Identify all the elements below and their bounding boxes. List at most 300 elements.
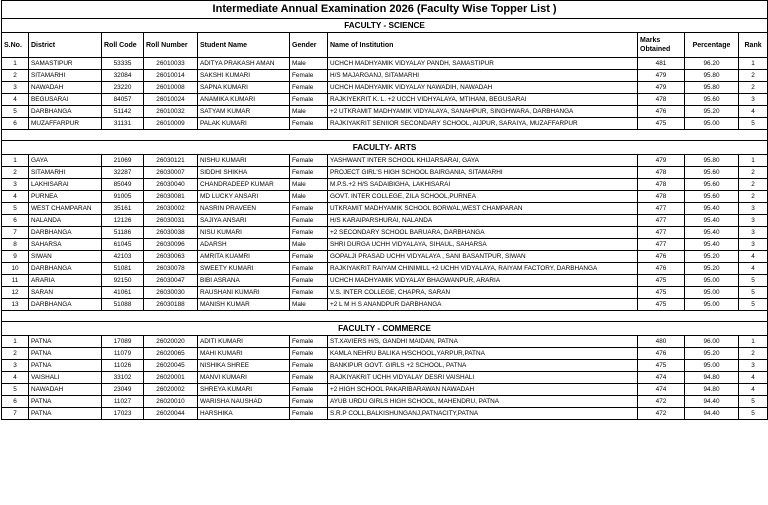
student-name: ADITYA PRAKASH AMAN	[198, 58, 290, 70]
gender: Female	[290, 227, 328, 239]
marks: 476	[638, 348, 685, 360]
institution-name: H/S MAJARGANJ, SITAMARHI	[328, 70, 638, 82]
institution-name: AYUB URDU GIRLS HIGH SCHOOL, MAHENDRU, PATNA	[328, 396, 638, 408]
roll-code: 41061	[102, 287, 144, 299]
roll-code: 61045	[102, 239, 144, 251]
rank: 1	[739, 58, 768, 70]
student-name: SHREYA KUMARI	[198, 384, 290, 396]
institution-name: M.P.S.+2 H/S SADAIBIGHA, LAKHISARAI	[328, 179, 638, 191]
section-spacer	[2, 130, 768, 141]
institution-name: UTKRAMIT MADHYAMIK SCHOOL BORWAL,WEST CHAMPARAN	[328, 203, 638, 215]
gender: Female	[290, 167, 328, 179]
marks: 475	[638, 118, 685, 130]
rank: 3	[739, 227, 768, 239]
spacer-cell	[29, 130, 102, 141]
student-name: SWEETY KUMARI	[198, 263, 290, 275]
percentage: 95.20	[685, 251, 739, 263]
district: VAISHALI	[29, 372, 102, 384]
spacer-cell	[198, 130, 290, 141]
marks: 477	[638, 239, 685, 251]
roll-number: 26030030	[144, 287, 198, 299]
student-name: MANVI KUMARI	[198, 372, 290, 384]
gender: Female	[290, 287, 328, 299]
roll-code: 33102	[102, 372, 144, 384]
roll-number: 26030078	[144, 263, 198, 275]
serial-number: 1	[2, 336, 29, 348]
student-name: NISHU KUMARI	[198, 155, 290, 167]
table-row	[2, 239, 768, 251]
roll-number: 26010008	[144, 82, 198, 94]
table-row	[2, 215, 768, 227]
student-name: MANISH KUMAR	[198, 299, 290, 311]
marks: 476	[638, 106, 685, 118]
institution-name: UCHCH MADHYAMIK VIDYALAY BHAGWANPUR, ARARIA	[328, 275, 638, 287]
marks: 478	[638, 167, 685, 179]
marks: 478	[638, 179, 685, 191]
rank: 4	[739, 263, 768, 275]
table-row	[2, 336, 768, 348]
student-name: MAHI KUMARI	[198, 348, 290, 360]
gender: Female	[290, 275, 328, 287]
rank: 3	[739, 215, 768, 227]
percentage: 94.40	[685, 408, 739, 420]
serial-number: 3	[2, 360, 29, 372]
roll-code: 21069	[102, 155, 144, 167]
column-header-row	[2, 33, 768, 58]
gender: Female	[290, 396, 328, 408]
faculty-heading: FACULTY - COMMERCE	[2, 322, 768, 336]
institution-name: +2 UTKRAMIT MADHYAMIK VIDYALAYA, SANAHPUR, SINGHWARA, DARBHANGA	[328, 106, 638, 118]
student-name: NASRIN PRAVEEN	[198, 203, 290, 215]
serial-number: 5	[2, 384, 29, 396]
roll-code: 51088	[102, 299, 144, 311]
district: SITAMARHI	[29, 70, 102, 82]
district: SIWAN	[29, 251, 102, 263]
spacer-cell	[2, 311, 29, 322]
table-row	[2, 408, 768, 420]
serial-number: 12	[2, 287, 29, 299]
roll-code: 53335	[102, 58, 144, 70]
gender: Female	[290, 360, 328, 372]
district: SITAMARHI	[29, 167, 102, 179]
student-name: RAUSHANI KUMARI	[198, 287, 290, 299]
district: PATNA	[29, 408, 102, 420]
roll-number: 26030121	[144, 155, 198, 167]
gender: Male	[290, 191, 328, 203]
document-title: Intermediate Annual Examination 2026 (Faculty Wise Topper List )	[2, 1, 768, 19]
percentage: 94.40	[685, 396, 739, 408]
gender: Female	[290, 82, 328, 94]
roll-code: 51081	[102, 263, 144, 275]
serial-number: 11	[2, 275, 29, 287]
roll-number: 26030063	[144, 251, 198, 263]
marks: 475	[638, 360, 685, 372]
gender: Male	[290, 58, 328, 70]
district: GAYA	[29, 155, 102, 167]
institution-name: +2 SECONDARY SCHOOL BARUARA, DARBHANGA	[328, 227, 638, 239]
gender: Female	[290, 215, 328, 227]
marks: 478	[638, 191, 685, 203]
faculty-row	[2, 141, 768, 155]
table-row	[2, 155, 768, 167]
serial-number: 4	[2, 372, 29, 384]
gender: Female	[290, 408, 328, 420]
percentage: 94.80	[685, 372, 739, 384]
roll-code: 42103	[102, 251, 144, 263]
marks: 474	[638, 384, 685, 396]
district: PATNA	[29, 348, 102, 360]
table-row	[2, 106, 768, 118]
gender: Female	[290, 203, 328, 215]
student-name: CHANDRADEEP KUMAR	[198, 179, 290, 191]
institution-name: +2 L M H S ANANDPUR DARBHANGA	[328, 299, 638, 311]
student-name: SAKSHI KUMARI	[198, 70, 290, 82]
percentage: 95.40	[685, 203, 739, 215]
roll-number: 26010009	[144, 118, 198, 130]
spacer-cell	[102, 130, 144, 141]
faculty-heading: FACULTY- ARTS	[2, 141, 768, 155]
serial-number: 6	[2, 396, 29, 408]
rank: 2	[739, 70, 768, 82]
institution-name: +2 HIGH SCHOOL PAKARIBARAWAN NAWADAH	[328, 384, 638, 396]
gender: Male	[290, 179, 328, 191]
gender: Male	[290, 299, 328, 311]
percentage: 95.80	[685, 70, 739, 82]
column-header-district: District	[29, 33, 102, 58]
spacer-cell	[144, 130, 198, 141]
roll-number: 26020045	[144, 360, 198, 372]
table-row	[2, 179, 768, 191]
column-header-marks: Marks Obtained	[638, 33, 685, 58]
gender: Female	[290, 384, 328, 396]
student-name: SATYAM KUMAR	[198, 106, 290, 118]
district: BEGUSARAI	[29, 94, 102, 106]
roll-code: 11079	[102, 348, 144, 360]
faculty-heading: FACULTY - SCIENCE	[2, 19, 768, 33]
roll-number: 26020020	[144, 336, 198, 348]
table-row	[2, 360, 768, 372]
gender: Female	[290, 336, 328, 348]
district: NAWADAH	[29, 82, 102, 94]
roll-code: 51186	[102, 227, 144, 239]
institution-name: V.S. INTER COLLEGE, CHAPRA, SARAN	[328, 287, 638, 299]
marks: 472	[638, 396, 685, 408]
rank: 1	[739, 336, 768, 348]
serial-number: 8	[2, 239, 29, 251]
marks: 472	[638, 408, 685, 420]
student-name: MD LUCKY ANSARI	[198, 191, 290, 203]
gender: Female	[290, 251, 328, 263]
gender: Female	[290, 94, 328, 106]
institution-name: RAJKIYAKRIT SENIIOR SECONDARY SCHOOL, AIJPUR, SARAIYA, MUZAFFARPUR	[328, 118, 638, 130]
student-name: SAPNA KUMARI	[198, 82, 290, 94]
roll-code: 85049	[102, 179, 144, 191]
roll-code: 51142	[102, 106, 144, 118]
spacer-cell	[290, 130, 328, 141]
student-name: BIBI ASRANA	[198, 275, 290, 287]
serial-number: 4	[2, 191, 29, 203]
district: DARBHANGA	[29, 106, 102, 118]
column-header-gender: Gender	[290, 33, 328, 58]
gender: Female	[290, 155, 328, 167]
district: SARAN	[29, 287, 102, 299]
institution-name: UCHCH MADHYAMIK VIDYALAY NAWADIH, NAWADAH	[328, 82, 638, 94]
spacer-cell	[328, 311, 638, 322]
institution-name: S.R.P COLL,BALKISHUNGANJ,PATNACITY,PATNA	[328, 408, 638, 420]
district: PATNA	[29, 360, 102, 372]
student-name: ANAMIKA KUMARI	[198, 94, 290, 106]
rank: 4	[739, 384, 768, 396]
percentage: 95.40	[685, 239, 739, 251]
table-row	[2, 348, 768, 360]
rank: 5	[739, 287, 768, 299]
rank: 5	[739, 275, 768, 287]
spacer-cell	[198, 311, 290, 322]
topper-table	[1, 0, 768, 420]
roll-number: 26020044	[144, 408, 198, 420]
roll-code: 11027	[102, 396, 144, 408]
serial-number: 7	[2, 408, 29, 420]
rank: 2	[739, 348, 768, 360]
rank: 2	[739, 167, 768, 179]
rank: 5	[739, 396, 768, 408]
district: DARBHANGA	[29, 263, 102, 275]
institution-name: UCHCH MADHYAMIK VIDYALAY PANDH, SAMASTIPUR	[328, 58, 638, 70]
faculty-row	[2, 19, 768, 33]
gender: Female	[290, 348, 328, 360]
gender: Female	[290, 372, 328, 384]
marks: 475	[638, 299, 685, 311]
institution-name: RAJKIYAKRIT RAIYAM CHINIMILL +2 UCHH VIDYALAYA, RAIYAM FACTORY, DARBHANGA	[328, 263, 638, 275]
roll-code: 11026	[102, 360, 144, 372]
roll-code: 17089	[102, 336, 144, 348]
roll-code: 84057	[102, 94, 144, 106]
percentage: 95.80	[685, 82, 739, 94]
table-row	[2, 167, 768, 179]
student-name: ADARSH	[198, 239, 290, 251]
roll-code: 23049	[102, 384, 144, 396]
column-header-institution-name: Name of Institution	[328, 33, 638, 58]
institution-name: BANKIPUR GOVT. GIRLS +2 SCHOOL, PATNA	[328, 360, 638, 372]
district: LAKHISARAI	[29, 179, 102, 191]
institution-name: ST.XAVIERS H/S, GANDHI MAIDAN, PATNA	[328, 336, 638, 348]
percentage: 96.20	[685, 58, 739, 70]
table-row	[2, 82, 768, 94]
table-row	[2, 384, 768, 396]
table-row	[2, 58, 768, 70]
roll-number: 26030096	[144, 239, 198, 251]
marks: 478	[638, 94, 685, 106]
roll-code: 32084	[102, 70, 144, 82]
institution-name: KAMLA NEHRU BALIKA H/SCHOOL,YARPUR,PATNA	[328, 348, 638, 360]
rank: 5	[739, 118, 768, 130]
topper-list-document	[1, 0, 767, 420]
table-row	[2, 203, 768, 215]
marks: 476	[638, 263, 685, 275]
district: DARBHANGA	[29, 227, 102, 239]
district: SAHARSA	[29, 239, 102, 251]
spacer-cell	[685, 130, 739, 141]
gender: Female	[290, 70, 328, 82]
marks: 477	[638, 203, 685, 215]
serial-number: 3	[2, 179, 29, 191]
institution-name: PROJECT GIRL'S HIGH SCHOOL BAIRGANIA, SITAMARHI	[328, 167, 638, 179]
serial-number: 7	[2, 227, 29, 239]
table-row	[2, 263, 768, 275]
institution-name: GOVT. INTER COLLEGE, ZILA SCHOOL,PURNEA	[328, 191, 638, 203]
table-row	[2, 227, 768, 239]
column-header-student-name: Student Name	[198, 33, 290, 58]
roll-code: 12126	[102, 215, 144, 227]
district: ARARIA	[29, 275, 102, 287]
table-row	[2, 70, 768, 82]
institution-name: H/S KARAIPARSHURAI, NALANDA	[328, 215, 638, 227]
table-row	[2, 191, 768, 203]
roll-number: 26010032	[144, 106, 198, 118]
institution-name: YASHWANT INTER SCHOOL KHIJARSARAI, GAYA	[328, 155, 638, 167]
spacer-cell	[290, 311, 328, 322]
table-row	[2, 396, 768, 408]
serial-number: 13	[2, 299, 29, 311]
rank: 3	[739, 94, 768, 106]
spacer-cell	[638, 311, 685, 322]
percentage: 95.00	[685, 118, 739, 130]
rank: 3	[739, 203, 768, 215]
table-row	[2, 275, 768, 287]
spacer-cell	[328, 130, 638, 141]
student-name: PALAK KUMARI	[198, 118, 290, 130]
percentage: 96.00	[685, 336, 739, 348]
rank: 2	[739, 82, 768, 94]
serial-number: 5	[2, 106, 29, 118]
institution-name: RAJKIYAKRIT UCHH VIDYALAY DESRI VAISHALI	[328, 372, 638, 384]
marks: 477	[638, 227, 685, 239]
district: PATNA	[29, 336, 102, 348]
roll-number: 26030081	[144, 191, 198, 203]
spacer-cell	[29, 311, 102, 322]
institution-name: SHRI DURGA UCHH VIDYALAYA, SIHAUL, SAHARSA	[328, 239, 638, 251]
roll-code: 17023	[102, 408, 144, 420]
rank: 3	[739, 360, 768, 372]
marks: 479	[638, 82, 685, 94]
marks: 475	[638, 275, 685, 287]
percentage: 95.20	[685, 106, 739, 118]
gender: Female	[290, 263, 328, 275]
percentage: 95.60	[685, 179, 739, 191]
gender: Female	[290, 118, 328, 130]
spacer-cell	[144, 311, 198, 322]
student-name: ADITI KUMARI	[198, 336, 290, 348]
district: PATNA	[29, 396, 102, 408]
spacer-cell	[739, 311, 768, 322]
rank: 5	[739, 408, 768, 420]
serial-number: 2	[2, 348, 29, 360]
spacer-cell	[685, 311, 739, 322]
rank: 2	[739, 191, 768, 203]
serial-number: 6	[2, 215, 29, 227]
gender: Male	[290, 106, 328, 118]
roll-number: 26030038	[144, 227, 198, 239]
percentage: 94.80	[685, 384, 739, 396]
roll-number: 26010033	[144, 58, 198, 70]
student-name: SIDDHI SHIKHA	[198, 167, 290, 179]
table-row	[2, 287, 768, 299]
roll-number: 26020065	[144, 348, 198, 360]
rank: 4	[739, 372, 768, 384]
column-header-serial-number: S.No.	[2, 33, 29, 58]
roll-number: 26030188	[144, 299, 198, 311]
percentage: 95.60	[685, 191, 739, 203]
serial-number: 3	[2, 82, 29, 94]
marks: 479	[638, 155, 685, 167]
student-name: SAJIYA ANSARI	[198, 215, 290, 227]
roll-code: 31131	[102, 118, 144, 130]
percentage: 95.80	[685, 155, 739, 167]
spacer-cell	[102, 311, 144, 322]
percentage: 95.20	[685, 263, 739, 275]
district: SAMASTIPUR	[29, 58, 102, 70]
institution-name: RAJKIYEKRIT K. L. +2 UCCH VIDHYALAYA, MTIHANI, BEGUSARAI	[328, 94, 638, 106]
marks: 480	[638, 336, 685, 348]
serial-number: 9	[2, 251, 29, 263]
percentage: 95.40	[685, 227, 739, 239]
spacer-cell	[2, 130, 29, 141]
marks: 477	[638, 215, 685, 227]
percentage: 95.60	[685, 94, 739, 106]
serial-number: 4	[2, 94, 29, 106]
institution-name: GOPALJI PRASAD UCHH VIDYALAYA , SANI BASANTPUR, SIWAN	[328, 251, 638, 263]
district: WEST CHAMPARAN	[29, 203, 102, 215]
column-header-roll-code: Roll Code	[102, 33, 144, 58]
percentage: 95.40	[685, 215, 739, 227]
roll-number: 26020002	[144, 384, 198, 396]
rank: 1	[739, 155, 768, 167]
marks: 476	[638, 251, 685, 263]
roll-number: 26020001	[144, 372, 198, 384]
percentage: 95.60	[685, 167, 739, 179]
title-row	[2, 1, 768, 19]
roll-code: 35161	[102, 203, 144, 215]
percentage: 95.00	[685, 275, 739, 287]
rank: 3	[739, 239, 768, 251]
roll-number: 26030031	[144, 215, 198, 227]
table-row	[2, 118, 768, 130]
roll-code: 32287	[102, 167, 144, 179]
serial-number: 2	[2, 70, 29, 82]
percentage: 95.00	[685, 287, 739, 299]
table-row	[2, 299, 768, 311]
marks: 474	[638, 372, 685, 384]
serial-number: 1	[2, 58, 29, 70]
faculty-row	[2, 322, 768, 336]
roll-code: 91005	[102, 191, 144, 203]
table-row	[2, 94, 768, 106]
roll-number: 26030002	[144, 203, 198, 215]
district: PURNEA	[29, 191, 102, 203]
spacer-cell	[739, 130, 768, 141]
student-name: NISU KUMARI	[198, 227, 290, 239]
serial-number: 5	[2, 203, 29, 215]
marks: 479	[638, 70, 685, 82]
roll-number: 26010024	[144, 94, 198, 106]
serial-number: 2	[2, 167, 29, 179]
roll-number: 26030007	[144, 167, 198, 179]
student-name: WARISHA NAUSHAD	[198, 396, 290, 408]
serial-number: 1	[2, 155, 29, 167]
rank: 2	[739, 179, 768, 191]
district: DARBHANGA	[29, 299, 102, 311]
district: NALANDA	[29, 215, 102, 227]
